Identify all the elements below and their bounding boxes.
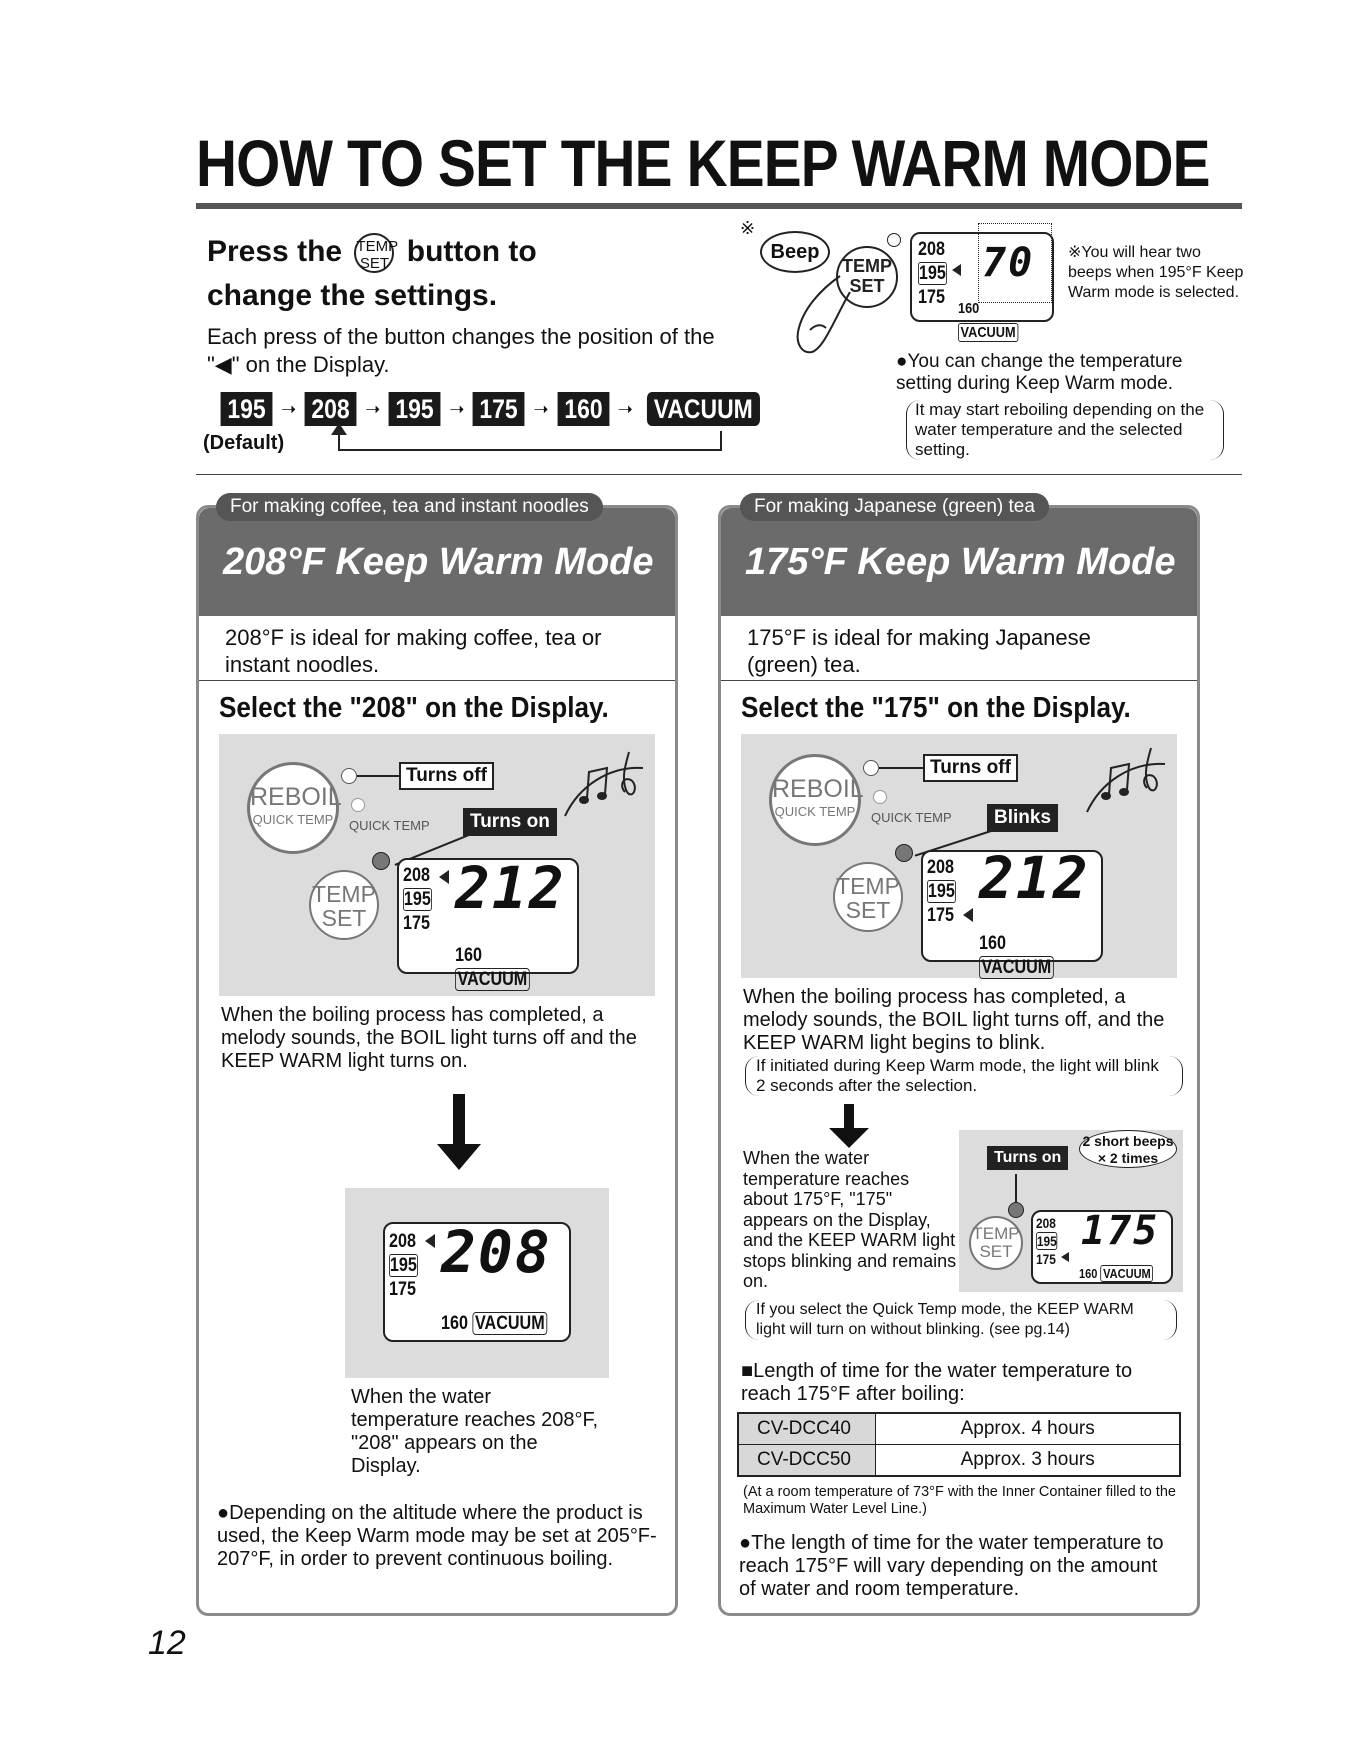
beep-bubble: Beep [760, 231, 830, 273]
turns-on-label: Turns on [987, 1146, 1068, 1170]
down-arrow-head-icon [437, 1144, 481, 1170]
lcd-display-208: 208 195 175 208 160 VACUUM [383, 1222, 571, 1342]
keep-warm-light-icon [1008, 1202, 1024, 1218]
left-panel-208 [196, 505, 678, 1616]
right-tab-label: For making Japanese (green) tea [740, 493, 1049, 521]
down-arrow-head-icon [829, 1128, 869, 1148]
page-number: 12 [148, 1624, 186, 1662]
keep-warm-light-blinking-icon [895, 844, 913, 862]
down-arrow-icon [844, 1104, 854, 1130]
page-title: HOW TO SET THE KEEP WARM MODE [196, 126, 1210, 200]
right-reach-text: When the water temperature reaches about 175°F, "175" appears on the Display, and the KEEP WARM light stops blinking and remains on. [743, 1148, 957, 1291]
left-heading: 208°F Keep Warm Mode [199, 508, 675, 616]
pointer-icon [952, 264, 961, 276]
vary-note: ●The length of time for the water temperature to reach 175°F will vary depending on the amount of water and room temperature. [739, 1532, 1164, 1600]
length-heading: ■Length of time for the water temperature to reach 175°F after boiling: [741, 1360, 1133, 1405]
left-result-display [345, 1188, 609, 1378]
reboil-button: REBOIL QUICK TEMP [769, 754, 861, 846]
lcd-display-212: 208 195 175 212 160 VACUUM [397, 858, 579, 974]
section-divider [196, 474, 1242, 475]
right-display-illustration [741, 734, 1177, 978]
right-heading: 175°F Keep Warm Mode [721, 508, 1197, 616]
quick-temp-label: QUICK TEMP [349, 818, 430, 833]
seq-175: 175 [473, 392, 525, 426]
left-ideal-text: 208°F is ideal for making coffee, tea or instant noodles. [225, 625, 602, 677]
quick-temp-light-icon [351, 798, 365, 812]
short-beeps-bubble: 2 short beeps × 2 times [1079, 1130, 1177, 1168]
press-instruction: Press the TEMP SET button to change the settings. [207, 235, 537, 312]
temperature-sequence [216, 392, 769, 426]
pointer-icon [439, 870, 449, 884]
boil-light-icon [341, 768, 357, 784]
altitude-note: ●Depending on the altitude where the product is used, the Keep Warm mode may be set at 205°F-207°F, in order to prevent continuous boiling. [217, 1502, 657, 1570]
default-label: (Default) [203, 432, 285, 454]
lcd-display-212: 208 195 175 212 160 VACUUM [921, 850, 1103, 962]
right-ideal-text: 175°F is ideal for making Japanese (green) tea. [747, 625, 1091, 677]
turns-off-label: Turns off [923, 754, 1018, 782]
reboil-note: It may start reboiling depending on the water temperature and the selected setting. [906, 400, 1224, 460]
lcd-display-175: 208 195 175 175 160 VACUUM [1031, 1210, 1173, 1284]
quick-temp-label: QUICK TEMP [871, 810, 952, 825]
temp-set-button: TEMP SET [833, 862, 903, 932]
time-cell: Approx. 4 hours [876, 1413, 1180, 1445]
blinks-label: Blinks [987, 804, 1058, 832]
arrow-icon: ➝ [533, 398, 549, 419]
loop-arrow-head-icon [331, 423, 347, 435]
pointer-icon [425, 1234, 435, 1248]
pointer-icon [963, 908, 973, 922]
two-beeps-note: ※You will hear two beeps when 195°F Keep Warm mode is selected. [1068, 244, 1244, 301]
loop-arrow-line [338, 431, 722, 451]
table-row [738, 1445, 1180, 1477]
quick-temp-light-icon [873, 790, 887, 804]
right-select-instruction: Select the "175" on the Display. [741, 692, 1131, 724]
boil-light-icon [863, 760, 879, 776]
blink-note: If initiated during Keep Warm mode, the light will blink 2 seconds after the selection. [745, 1056, 1183, 1096]
left-reach-text: When the water temperature reaches 208°F, "208" appears on the Display. [351, 1386, 599, 1477]
left-display-illustration [219, 734, 655, 996]
table-note: (At a room temperature of 73°F with the Inner Container filled to the Maximum Water Level Line.) [743, 1484, 1176, 1517]
time-table [737, 1412, 1181, 1477]
turns-off-label: Turns off [399, 762, 494, 790]
temp-set-button: TEMP SET [836, 246, 898, 308]
seq-vacuum: VACUUM [647, 392, 760, 426]
change-temp-note: ●You can change the temperature setting during Keep Warm mode. [896, 351, 1183, 394]
left-select-instruction: Select the "208" on the Display. [219, 692, 609, 724]
indicator-light-icon [887, 233, 901, 247]
left-melody-text: When the boiling process has completed, a melody sounds, the BOIL light turns off and the KEEP WARM light turns on. [221, 1004, 637, 1072]
intro-display: 208 195 175 70 160 VACUUM [910, 232, 1054, 322]
melody-icon [1081, 742, 1169, 822]
model-cell: CV-DCC50 [738, 1445, 876, 1477]
right-panel-175 [718, 505, 1200, 1616]
table-row [738, 1413, 1180, 1445]
seq-208: 208 [305, 392, 357, 426]
each-press-text: Each press of the button changes the position of the "◀" on the Display. [207, 324, 715, 377]
temp-set-button: TEMP SET [969, 1216, 1023, 1270]
melody-icon [559, 746, 647, 826]
asterisk-mark: ※ [740, 218, 756, 238]
title-rule [196, 203, 1242, 209]
left-tab-label: For making coffee, tea and instant noodles [216, 493, 603, 521]
temp-set-button: TEMP SET [309, 870, 379, 940]
keep-warm-light-icon [372, 852, 390, 870]
right-melody-text: When the boiling process has completed, a melody sounds, the BOIL light turns off, and the KEEP WARM light begins to blink. [743, 986, 1165, 1054]
seq-195: 195 [389, 392, 441, 426]
pointer-icon [1061, 1252, 1069, 1262]
arrow-icon: ➝ [449, 398, 465, 419]
arrow-icon: ➝ [617, 398, 633, 419]
turns-on-label: Turns on [463, 808, 557, 836]
dotted-cycle-frame [978, 223, 1052, 303]
seq-195-default: 195 [221, 392, 273, 426]
right-result-display [959, 1130, 1183, 1292]
seq-160: 160 [557, 392, 609, 426]
model-cell: CV-DCC40 [738, 1413, 876, 1445]
time-cell: Approx. 3 hours [876, 1445, 1180, 1477]
arrow-icon: ➝ [365, 398, 381, 419]
temp-set-button-icon: TEMP SET [354, 233, 394, 273]
arrow-icon: ➝ [281, 398, 297, 419]
quick-temp-note: If you select the Quick Temp mode, the KEEP WARM light will turn on without blinking. (see pg.14) [745, 1300, 1177, 1340]
reboil-button: REBOIL QUICK TEMP [247, 762, 339, 854]
finger-press-icon [790, 270, 860, 360]
